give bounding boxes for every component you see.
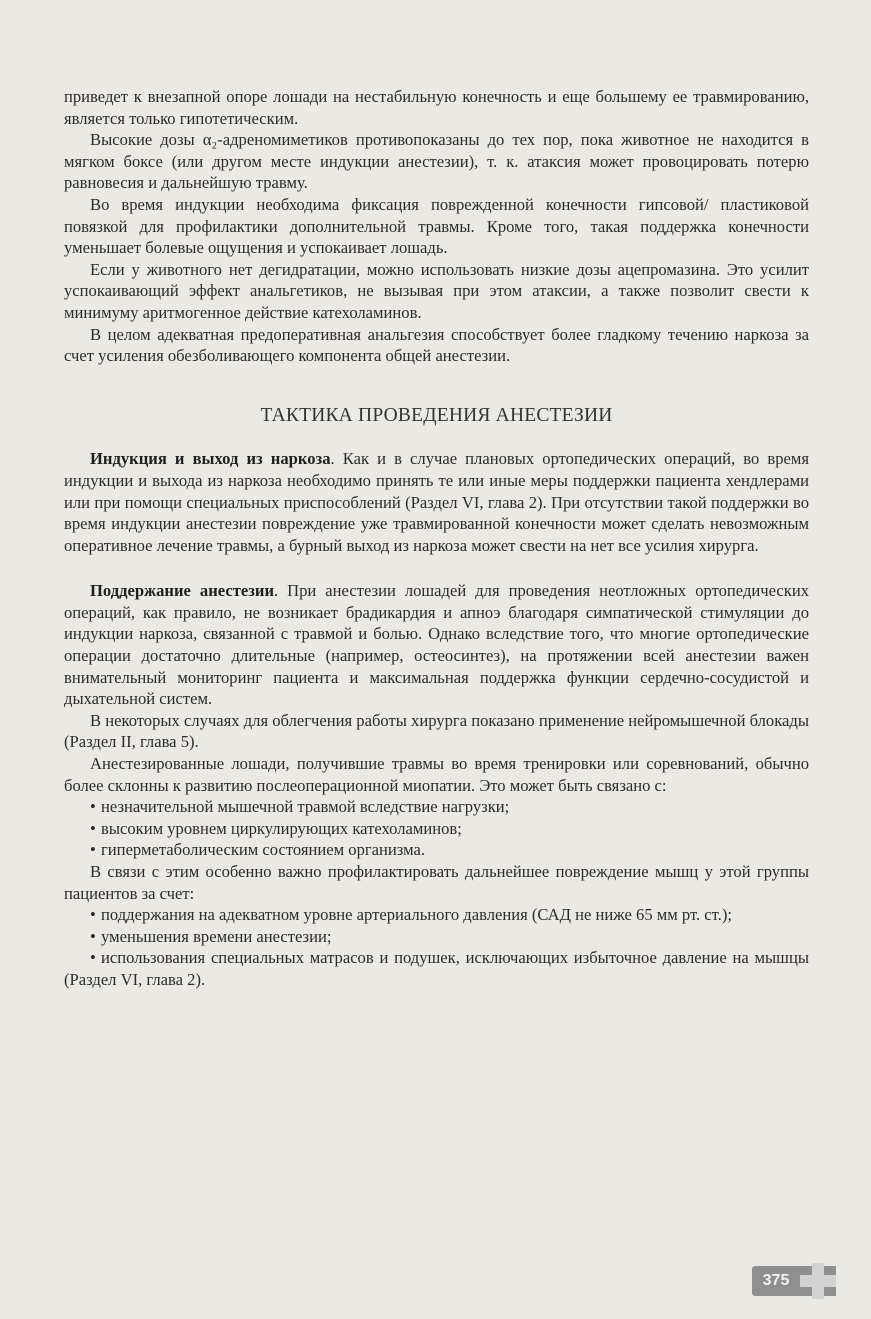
list-item: • гиперметаболическим состоянием организма. [64,839,809,861]
text-column [64,86,809,991]
section-title: ТАКТИКА ПРОВЕДЕНИЯ АНЕСТЕЗИИ [260,404,613,426]
maintenance-lead: Поддержание анестезии [90,581,275,601]
list-item: • незначительной мышечной травмой вследствие нагрузки; [64,796,809,818]
paragraph: Высокие дозы α₂-адреномиметиков противопоказаны до тех пор, пока животное не находится в мягком боксе (или другом месте индукции анестезии), т. к. атаксия может провоцировать потерю равновесия и дальнейшую травму. [64,130,809,193]
paragraph: В некоторых случаях для облегчения работы хирурга показано применение нейромышечной блокады (Раздел II, глава 5). [64,710,809,752]
induction-lead: Индукция и выход из наркоза [90,449,331,469]
paragraph: приведет к внезапной опоре лошади на нестабильную конечность и еще большему ее травмированию, является только гипотетическим. [64,87,809,128]
list-item: • высоким уровнем циркулирующих катехоламинов; [64,818,809,840]
induction-paragraph [64,448,809,556]
maintenance-paragraph [64,580,809,710]
medical-cross-icon [800,1263,836,1299]
page-footer-mark [752,1263,840,1299]
paragraph: Анестезированные лошади, получившие травмы во время тренировки или соревнований, обычно более склонны к развитию послеоперационной миопатии. Это может быть связано с: [64,754,809,795]
page-number: 375 [752,1266,800,1296]
list-item: • поддержания на адекватном уровне артериального давления (САД не ниже 65 мм рт. ст.); [64,904,809,926]
induction-text: . Как и в случае плановых ортопедических операций, во время индукции и выхода из наркоза необходимо принять те или иные меры поддержки пациента хендлерами или при помощи специальных приспособлений (Раздел VI, глава 2). При отсутствии такой поддержки во время индукции анестезии повреждение уже травмированной конечности может сделать невозможным оперативное лечение травмы, а бурный выход из наркоза может свести на нет все усилия хирурга. [64,449,809,555]
spacer [64,556,809,580]
paragraph: Если у животного нет дегидратации, можно использовать низкие дозы ацепромазина. Это усилит успокаивающий эффект анальгетиков, не вызывая при этом атаксии, а также позволит свести к минимуму аритмогенное действие катехоламинов. [64,259,809,322]
paragraph: В связи с этим особенно важно профилактировать дальнейшее повреждение мышц у этой группы пациентов за счет: [64,862,809,903]
paragraph: Во время индукции необходима фиксация поврежденной конечности гипсовой/ пластиковой повязкой для профилактики дополнительной травмы. Кроме того, такая поддержка конечности уменьшает болевые ощущения и успокаивает лошадь. [64,194,809,258]
maintenance-text: . При анестезии лошадей для проведения неотложных ортопедических операций, как правило, не возникает брадикардия и апноэ благодаря симпатической стимуляции до индукции наркоза, связанной с травмой и болью. Однако вследствие того, что многие ортопедические операции достаточно длительные (например, остеосинтез), на протяжении всей анестезии важен внимательный мониторинг пациента и максимальная поддержка функции сердечно-сосудистой и дыхательной систем. [64,581,810,709]
list-item: • уменьшения времени анестезии; [64,926,809,948]
list-item: • использования специальных матрасов и подушек, исключающих избыточное давление на мышцы (Раздел VI, глава 2). [64,947,809,990]
paragraph: В целом адекватная предоперативная анальгезия способствует более гладкому течению наркоза за счет усиления обезболивающего компонента общей анестезии. [64,324,809,366]
